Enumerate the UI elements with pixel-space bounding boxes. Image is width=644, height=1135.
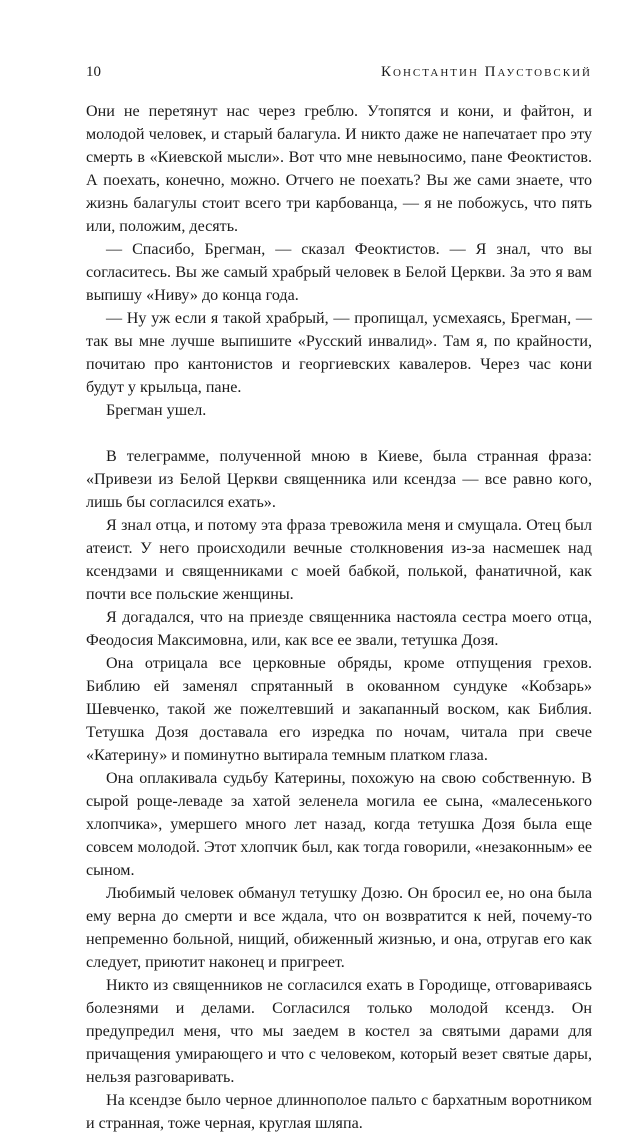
paragraph: В телеграмме, полученной мною в Киеве, была странная фраза: «Привези из Белой Церкви священника или ксендза — все равно кого, лишь бы согласился ехать». — [86, 448, 592, 511]
page-body — [86, 100, 592, 1135]
page-header — [86, 62, 592, 82]
running-head: Константин Паустовский — [381, 64, 592, 80]
paragraph: Она оплакивала судьбу Катерины, похожую на свою собственную. В сырой роще-леваде за хатой зеленела могила ее сына, «малесенького хлопчика», умершего много лет назад, когда тетушка Дозя была еще совсем молодой. Этот хлопчик был, как тогда говорили, «незаконным» ее сыном. — [86, 770, 592, 879]
page-number: 10 — [86, 64, 101, 80]
paragraph: Никто из священников не согласился ехать в Городище, отговариваясь болезнями и делами. Согласился только молодой ксендз. Он предупредил меня, что мы заедем в костел за святыми дарами для причащения умирающего и что с человеком, который везет святые дары, нельзя разговаривать. — [86, 977, 592, 1086]
section-break — [86, 422, 592, 445]
paragraph: — Ну уж если я такой храбрый, — пропищал, усмехаясь, Брегман, — так вы мне лучше выпишите «Русский инвалид». Там я, по крайности, почитаю про кантонистов и георгиевских кавалеров. Через час кони будут у крыльца, пане. — [86, 310, 592, 396]
paragraph: Она отрицала все церковные обряды, кроме отпущения грехов. Библию ей заменял спрятанный в окованном сундуке «Кобзарь» Шевченко, такой же пожелтевший и закапанный воском, как Библия. Тетушка Дозя доставала его изредка по ночам, читала при свече «Катерину» и поминутно вытирала темным платком глаза. — [86, 655, 592, 764]
paragraph: На ксендзе было черное длиннополое пальто с бархатным воротником и странная, тоже черная, круглая шляпа. — [86, 1092, 592, 1132]
paragraph: Любимый человек обманул тетушку Дозю. Он бросил ее, но она была ему верна до смерти и все ждала, что он возвратится к ней, почему-то непременно больной, нищий, обиженный жизнью, и она, отругав его как следует, приютит наконец и пригреет. — [86, 885, 592, 971]
paragraph: Я знал отца, и потому эта фраза тревожила меня и смущала. Отец был атеист. У него происходили вечные столкновения из-за насмешек над ксендзами и священниками с моей бабкой, полькой, фанатичной, как почти все польские женщины. — [86, 517, 592, 603]
paragraph: — Спасибо, Брегман, — сказал Феоктистов. — Я знал, что вы согласитесь. Вы же самый храбрый человек в Белой Церкви. За это я вам выпишу «Ниву» до конца года. — [86, 241, 592, 304]
paragraph: Брегман ушел. — [106, 402, 207, 419]
paragraph: Они не перетянут нас через греблю. Утопятся и кони, и файтон, и молодой человек, и старый балагула. И никто даже не напечатает про эту смерть в «Киевской мысли». Вот что мне невыносимо, пане Феоктистов. А поехать, конечно, можно. Отчего не поехать? Вы же сами знаете, что жизнь балагулы стоит всего три карбованца, — я не побожусь, что пять или, положим, десять. — [86, 103, 592, 235]
paragraph: Я догадался, что на приезде священника настояла сестра моего отца, Феодосия Максимовна, или, как все ее звали, тетушка Дозя. — [86, 609, 592, 649]
